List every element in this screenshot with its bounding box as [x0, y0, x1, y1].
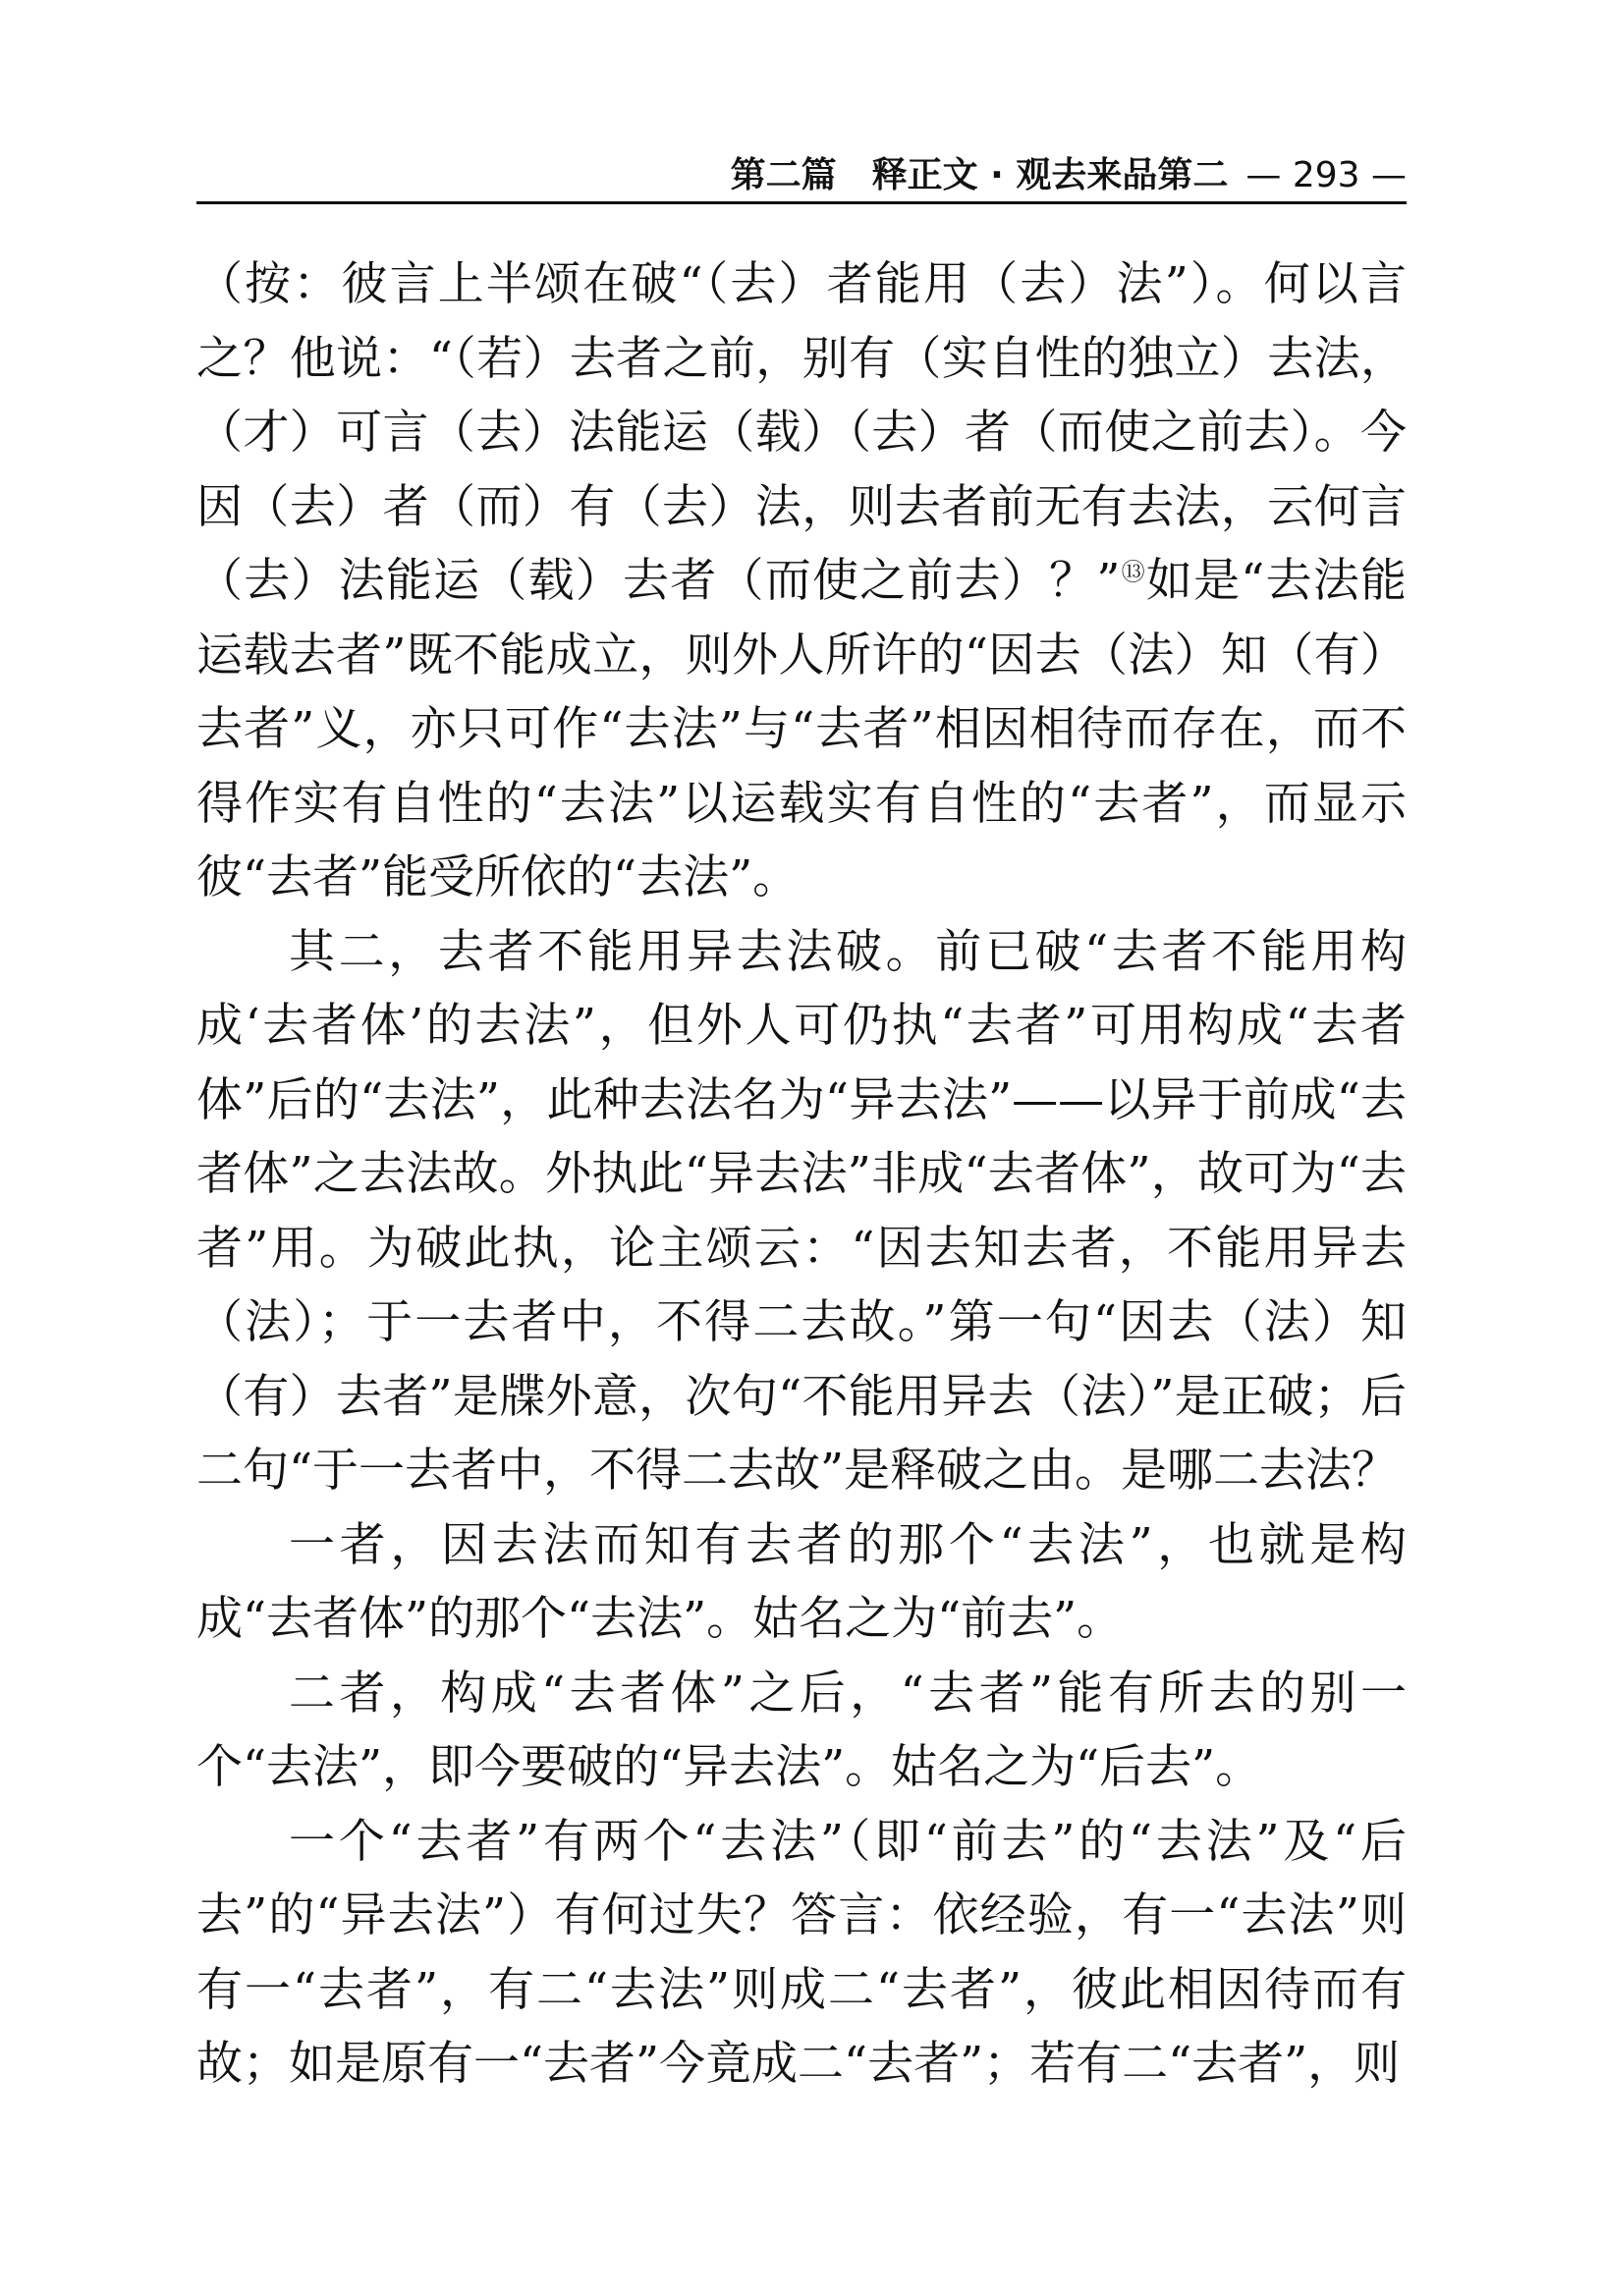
paragraph-text: 如是“去法能运载去者”既不能成立，则外人所许的“因去（法）知（有）去者”义，亦只可作“去法”与“去者”相因相待而存在，而不得作实有自性的“去法”以运载实有自性的“去者”，而显示彼“去者”能受所依的“去法”。: [196, 554, 1408, 904]
paragraph-3: 一者，因去法而知有去者的那个“去法”，也就是构成“去者体”的那个“去法”。姑名之为“前去”。: [196, 1517, 1407, 1646]
paragraph-1: [196, 247, 1407, 915]
body-text: [196, 247, 1407, 2102]
chapter-title: 第二篇 释正文 · 观去来品第二: [730, 155, 1229, 195]
paragraph-text: （按：彼言上半颂在破“（去）者能用（去）法”）。何以言之？他说：“（若）去者之前，别有（实自性的独立）去法，（才）可言（去）法能运（载）（去）者（而使之前去）。今因（去）者（而）有（去）法，则去者前无有去法，云何言（去）法能运（载）去者（而使之前去）？”: [196, 257, 1407, 608]
paragraph-2: 其二，去者不能用异去法破。前已破“去者不能用构成‘去者体’的去法”，但外人可仍执“去者”可用构成“去者体”后的“去法”，此种去法名为“异去法”——以异于前成“去者体”之去法故。外执此“异去法”非成“去者体”，故可为“去者”用。为破此执，论主颂云：“因去知去者，不能用异去（法）；于一去者中，不得二去故。”第一句“因去（法）知（有）去者”是牒外意，次句“不能用异去（法）”是正破；后二句“于一去者中，不得二去故”是释破之由。是哪二去法？: [196, 924, 1407, 1498]
header-rule: [196, 201, 1407, 204]
page-number: — 293 —: [1245, 155, 1407, 195]
paragraph-5: 一个“去者”有两个“去法”（即“前去”的“去法”及“后去”的“异去法”）有何过失？答言：依经验，有一“去法”则有一“去者”，有二“去法”则成二“去者”，彼此相因待而有故；如是原有一“去者”今竟成二“去者”；若有二“去者”，则: [196, 1814, 1407, 2091]
footnote-marker[interactable]: ⑬: [1120, 558, 1146, 586]
paragraph-4: 二者，构成“去者体”之后，“去者”能有所去的别一个“去法”，即今要破的“异去法”。姑名之为“后去”。: [196, 1666, 1407, 1794]
running-header: [196, 147, 1407, 197]
